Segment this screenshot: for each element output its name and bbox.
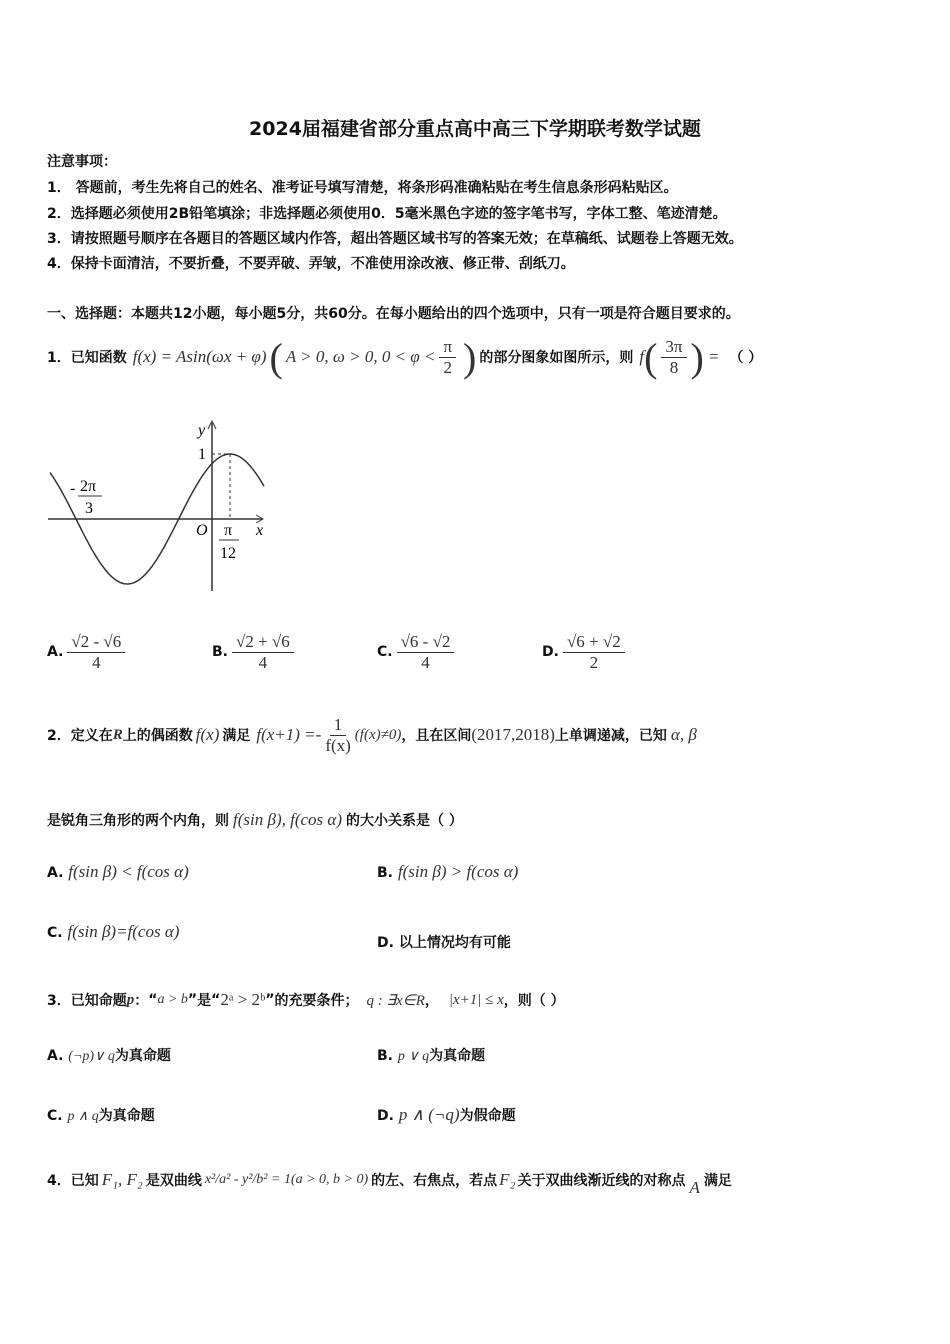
q4-F2: F₂ [499, 1170, 516, 1189]
paren-right: ) [690, 334, 704, 380]
q4-A: A [689, 1178, 700, 1197]
q2-text: 满足 [222, 728, 251, 744]
q2-text: 上的偶函数 [122, 728, 193, 744]
tick-pos-num: π [224, 522, 233, 539]
numerator: √6 + √2 [563, 632, 625, 653]
option-text: 以上情况均有可能 [398, 935, 511, 951]
q3-text: 的充要条件； [274, 993, 359, 1009]
q1-mid: 的部分图象如图所示，则 [479, 350, 634, 366]
numerator: √2 + √6 [232, 632, 294, 653]
section-heading: 一、选择题：本题共12小题，每小题5分，共60分。在每小题给出的四个选项中，只有一项是符合题目要求的。 [47, 306, 740, 322]
q1-sine-graph [40, 415, 280, 595]
y-label: y [198, 422, 206, 439]
q2-text: 上单调递减，已知 [554, 728, 667, 744]
option-label: D. [377, 935, 394, 951]
tick-one: 1 [198, 446, 206, 463]
option-label: D. [377, 1108, 394, 1124]
q1-arg-fraction [661, 337, 686, 378]
q1-answer-blank: （ ） [729, 350, 763, 366]
q3-comma: ， [424, 993, 439, 1009]
q2-cond: (f(x)≠0) [354, 726, 402, 743]
numerator: π [439, 337, 456, 358]
q2-prefix: 2．定义在 [47, 728, 113, 744]
notes-heading: 注意事项： [47, 154, 117, 170]
denominator: 4 [258, 652, 268, 672]
q1-condition: A > 0, ω > 0, 0 < φ < [285, 347, 436, 366]
note-item: 2．选择题必须使用2B铅笔填涂；非选择题必须使用0．5毫米黑色字迹的签字笔书写，字体工整、笔迹清楚。 [47, 206, 727, 222]
option-math: p ∨ q [397, 1049, 430, 1064]
q3-prefix: 3．已知命题 [47, 993, 127, 1009]
option-a[interactable] [47, 1045, 171, 1065]
option-math: f(sin β) < f(cos α) [68, 862, 189, 881]
quote: ” [187, 992, 198, 1008]
question-2 [47, 705, 697, 765]
option-label: C. [47, 1108, 63, 1124]
denominator: 2 [589, 652, 599, 672]
x-label: x [256, 522, 264, 539]
q1-formula: f(x) = Asin(ωx + φ) [132, 347, 267, 366]
note-item: 3．请按照题号顺序在各题目的答题区域内作答，超出答题区域书写的答案无效；在草稿纸、试题卷上答题无效。 [47, 231, 743, 247]
tick-neg-den: 3 [85, 500, 93, 517]
option-label: B. [212, 644, 228, 660]
tick-pos-den: 12 [220, 545, 236, 562]
q2-fx: f(x) [195, 725, 220, 744]
q3-power: 2ᵃ > 2ᵇ [220, 990, 266, 1009]
option-c[interactable] [377, 632, 542, 673]
option-math: (¬p)∨ q [68, 1049, 115, 1064]
option-c[interactable] [47, 1105, 155, 1125]
q4-foci: F₁, F₂ [101, 1170, 143, 1189]
q1-prefix: 1．已知函数 [47, 350, 127, 366]
q3-q: q : ∃x∈R [366, 992, 425, 1009]
denominator: 8 [669, 357, 679, 377]
q3-a-gt-b: a > b [157, 992, 188, 1007]
option-c[interactable] [47, 922, 179, 942]
tick-neg-num: 2π [80, 478, 97, 495]
option-label: B. [377, 865, 393, 881]
option-fraction [232, 632, 294, 673]
option-label: B. [377, 1048, 393, 1064]
option-a[interactable] [47, 862, 189, 882]
option-label: C. [47, 925, 63, 941]
q2-lhs: f(x+1) =- [256, 725, 322, 744]
option-label: C. [377, 644, 393, 660]
quote: “ [148, 992, 158, 1008]
option-math: f(sin β) > f(cos α) [397, 862, 519, 881]
option-fraction [67, 632, 125, 673]
option-a[interactable] [47, 632, 212, 673]
q2-alpha-beta: α, β [670, 725, 697, 744]
q2-text: ，且在区间 [401, 728, 472, 744]
q1-equals: = [707, 347, 720, 366]
numerator: √2 - √6 [67, 632, 125, 653]
q2-text: 的大小关系是（ ） [345, 813, 463, 829]
option-label: A. [47, 865, 64, 881]
q1-f: f [639, 347, 645, 366]
q4-text: 关于双曲线渐近线的对称点 [517, 1173, 686, 1189]
q4-hyperbola: x²/a² - y²/b² = 1(a > 0, b > 0) [204, 1172, 369, 1187]
q4-text: 是双曲线 [145, 1173, 202, 1189]
paren-right: ) [463, 334, 477, 380]
option-text: 为真命题 [429, 1048, 486, 1064]
option-label: D. [542, 644, 559, 660]
neg-sign: - [70, 480, 76, 497]
numerator: 1 [330, 715, 347, 736]
option-d[interactable] [377, 1105, 516, 1125]
denominator: 2 [443, 357, 452, 377]
q4-text: 满足 [703, 1173, 732, 1189]
q3-text: 是 [197, 993, 212, 1009]
option-text: 为假命题 [459, 1108, 516, 1124]
option-label: A. [47, 644, 64, 660]
q2-R: R [112, 726, 123, 743]
option-math: p ∧ (¬q) [398, 1105, 460, 1124]
denominator: 4 [421, 652, 430, 672]
option-d[interactable] [542, 632, 707, 673]
q1-options [47, 622, 707, 682]
option-b[interactable] [377, 1045, 485, 1065]
question-2-line2 [47, 805, 463, 835]
q2-pair: f(sin β), f(cos α) [233, 810, 342, 829]
note-item: 4．保持卡面清洁，不要折叠，不要弄破、弄皱，不准使用涂改液、修正带、刮纸刀。 [47, 256, 575, 272]
q3-abs: |x+1| ≤ x [448, 991, 504, 1008]
option-text: 为真命题 [98, 1108, 155, 1124]
quote: “ [211, 992, 221, 1008]
option-d[interactable] [377, 932, 511, 952]
page-title: 2024届福建省部分重点高中高三下学期联考数学试题 [249, 118, 701, 140]
q2-text: 是锐角三角形的两个内角，则 [47, 813, 229, 829]
option-text: 为真命题 [114, 1048, 171, 1064]
option-b[interactable] [212, 632, 377, 673]
question-3 [47, 985, 565, 1015]
option-b[interactable] [377, 862, 518, 882]
numerator: √6 - √2 [397, 632, 455, 653]
option-fraction [563, 632, 625, 673]
option-math: f(sin β)=f(cos α) [67, 922, 180, 941]
q4-prefix: 4．已知 [47, 1173, 99, 1189]
option-fraction [397, 632, 455, 673]
quote: ” [265, 992, 275, 1008]
q3-p: p [126, 991, 135, 1008]
paren-left: ( [644, 334, 658, 380]
option-label: A. [47, 1048, 64, 1064]
option-math: p ∧ q [67, 1109, 99, 1124]
paren-left: ( [269, 334, 283, 380]
question-1 [47, 332, 762, 382]
q4-text: 的左、右焦点，若点 [371, 1173, 498, 1189]
origin-label: O [196, 522, 208, 539]
q2-fraction [325, 715, 350, 756]
q2-interval: (2017,2018) [471, 725, 555, 744]
question-4 [47, 1165, 732, 1195]
q1-cond-fraction [439, 337, 456, 378]
denominator: f(x) [325, 735, 351, 755]
denominator: 4 [92, 652, 101, 672]
q3-text: ，则（ ） [503, 993, 565, 1009]
note-item: 1． 答题前，考生先将自己的姓名、准考证号填写清楚，将条形码准确粘贴在考生信息条形码粘贴区。 [47, 180, 678, 196]
q3-colon: ： [134, 993, 149, 1009]
numerator: 3π [661, 337, 686, 358]
